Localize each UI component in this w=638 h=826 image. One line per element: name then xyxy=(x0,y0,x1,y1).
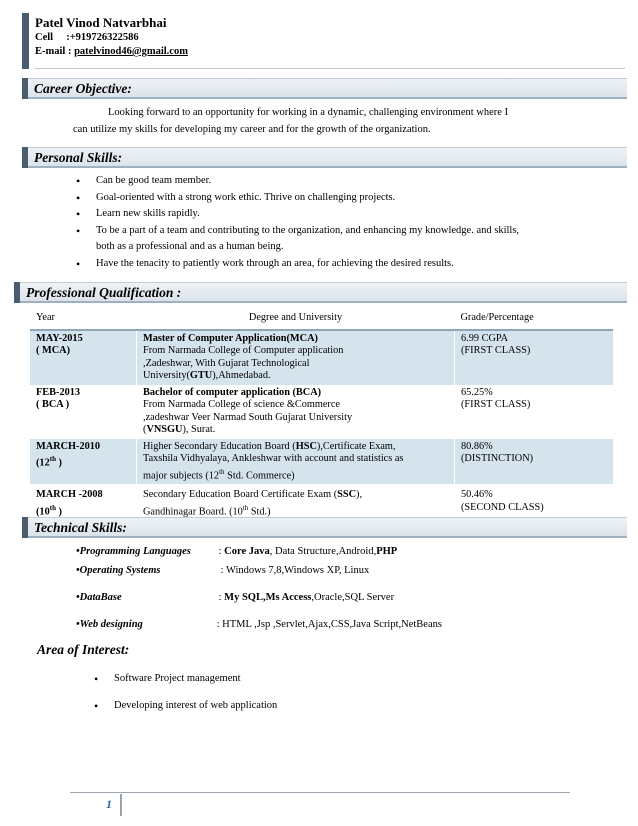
text: University( xyxy=(143,370,190,381)
grade: 80.86% xyxy=(461,440,493,452)
degree-title: Bachelor of computer application (BCA) xyxy=(143,386,322,398)
text: ( xyxy=(143,424,147,435)
table-row xyxy=(30,330,613,385)
degree-line xyxy=(143,441,448,454)
grade-class: (DISTINCTION) xyxy=(461,453,534,464)
superscript: th xyxy=(49,503,56,512)
col-grade: Grade/Percentage xyxy=(455,308,614,330)
skill-label: •Programming Languages xyxy=(76,546,191,557)
career-line-1: Looking forward to an opportunity for working in a dynamic, challenging environment where I xyxy=(108,107,509,118)
skill-highlight: Ms Access xyxy=(265,592,312,603)
degree-line: From Narmada College of Computer application xyxy=(143,345,344,356)
degree-line xyxy=(143,466,448,483)
superscript: th xyxy=(242,503,249,512)
qualification-section xyxy=(14,282,627,303)
list-item: • Developing interest of web application xyxy=(94,698,277,715)
year-sub xyxy=(36,453,130,470)
cell-value: :+919726322586 xyxy=(66,32,139,43)
skill-highlight: Core Java xyxy=(224,546,270,557)
header-rule xyxy=(35,68,625,69)
list-item: • Software Project management xyxy=(94,671,241,688)
skill-highlight: PHP xyxy=(376,546,398,557)
personal-skills-title: Personal Skills: xyxy=(34,150,123,165)
year-sub: ( BCA ) xyxy=(36,399,70,410)
list-item: • Can be good team member. xyxy=(76,173,519,190)
skill-programming xyxy=(76,545,397,559)
degree-line xyxy=(143,370,448,383)
candidate-name: Patel Vinod Natvarbhai xyxy=(35,15,167,30)
technical-skills-section xyxy=(22,517,627,538)
career-objective-section xyxy=(22,78,627,99)
text: ) xyxy=(55,457,62,469)
board-abbr: SSC xyxy=(337,489,357,501)
table-row xyxy=(30,385,613,439)
text: ),Certificate Exam, xyxy=(316,440,396,452)
separator: : xyxy=(216,546,225,557)
degree-line: From Narmada College of science &Commerce xyxy=(143,399,341,410)
header-block xyxy=(35,14,188,59)
degree-title: Master of Computer Application(MCA) xyxy=(143,332,318,344)
grade-class: (SECOND CLASS) xyxy=(461,501,544,513)
grade: 50.46% xyxy=(461,489,493,501)
text: (10 xyxy=(36,506,50,518)
year-sub: ( MCA) xyxy=(36,345,71,356)
personal-skills-list-end xyxy=(76,256,454,273)
degree-line: ,Zadeshwar, With Gujarat Technological xyxy=(143,357,310,369)
text: major subjects (12 xyxy=(143,469,220,481)
col-year: Year xyxy=(30,308,137,330)
list-item-continuation: both as a professional and as a human being. xyxy=(96,241,284,252)
text: Std. Commerce) xyxy=(224,469,295,481)
skill-value: : Windows 7,8,Windows XP, Linux xyxy=(218,565,370,576)
skill-value: ,Oracle,SQL Server xyxy=(311,592,395,603)
email-line xyxy=(35,45,188,59)
skill-web xyxy=(76,618,442,632)
skill-highlight: My SQL xyxy=(224,592,263,603)
cell-label: Cell xyxy=(35,32,54,43)
text: ), xyxy=(356,489,363,501)
text: Gandhinagar Board. (10 xyxy=(143,506,243,518)
degree-line xyxy=(143,424,448,437)
grade-class: (FIRST CLASS) xyxy=(461,399,531,410)
email-link[interactable]: patelvinod46@gmail.com xyxy=(74,46,188,57)
text: ), Surat. xyxy=(182,424,216,435)
list-item: • Have the tenacity to patiently work through an area, for achieving the desired results. xyxy=(76,256,454,273)
grade-class: (FIRST CLASS) xyxy=(461,345,531,356)
skill-label: •Operating Systems xyxy=(76,565,161,576)
year: MARCH -2008 xyxy=(36,489,103,501)
year: MARCH-2010 xyxy=(36,440,101,452)
qualification-table xyxy=(30,308,613,521)
table-header-row xyxy=(30,308,613,330)
text: Higher Secondary Education Board ( xyxy=(143,440,296,452)
superscript: th xyxy=(49,455,56,463)
superscript: th xyxy=(219,467,225,476)
technical-skills-title: Technical Skills: xyxy=(34,520,127,535)
career-line-2: can utilize my skills for developing my career and for the growth of the organization. xyxy=(73,124,431,135)
text: Secondary Education Board Certificate Exam ( xyxy=(143,489,338,501)
skill-os xyxy=(76,564,369,578)
text: (12 xyxy=(36,457,50,469)
skill-label: •DataBase xyxy=(76,592,122,603)
text: ),Ahmedabad. xyxy=(212,370,271,381)
list-item: • Learn new skills rapidly. xyxy=(76,206,519,223)
skill-database xyxy=(76,591,394,605)
skill-value: : HTML ,Jsp ,Servlet,Ajax,CSS,Java Script,NetBeans xyxy=(214,619,442,630)
separator: : xyxy=(216,592,225,603)
personal-skills-section xyxy=(22,147,627,168)
year: FEB-2013 xyxy=(36,386,81,398)
university-abbr: GTU xyxy=(189,370,213,381)
university-abbr: VNSGU xyxy=(146,424,183,435)
board-abbr: HSC xyxy=(295,440,317,452)
career-objective-title: Career Objective: xyxy=(34,81,132,96)
degree-line xyxy=(143,489,448,502)
email-label: E-mail : xyxy=(35,46,72,57)
skill-label: •Web designing xyxy=(76,619,143,630)
table-row xyxy=(30,439,613,485)
interest-list xyxy=(94,671,241,688)
qualification-title: Professional Qualification : xyxy=(26,285,182,300)
grade: 6.99 CGPA xyxy=(461,332,509,344)
page-number: 1 xyxy=(106,797,112,811)
skill-value: , Data Structure,Android, xyxy=(269,546,377,557)
area-of-interest-title: Area of Interest: xyxy=(37,642,130,657)
personal-skills-list xyxy=(76,173,519,239)
text: ) xyxy=(55,506,62,518)
separator: , xyxy=(262,592,266,603)
grade: 65.25% xyxy=(461,386,493,398)
year: MAY-2015 xyxy=(36,332,83,344)
footer-divider xyxy=(120,794,122,816)
text: Std.) xyxy=(248,506,271,518)
degree-line: ,zadeshwar Veer Narmad South Gujarat University xyxy=(143,411,353,423)
header-accent-bar xyxy=(22,13,29,69)
list-item: • To be a part of a team and contributing to the organization, and enhancing my knowledge. and skills, xyxy=(76,223,519,240)
cell-line xyxy=(35,31,188,45)
interest-list xyxy=(94,698,277,715)
col-degree: Degree and University xyxy=(137,308,455,330)
list-item: • Goal-oriented with a strong work ethic. Thrive on challenging projects. xyxy=(76,190,519,207)
degree-line: Taxshila Vidhyalaya, Ankleshwar with account and statistics as xyxy=(143,453,404,464)
footer-rule xyxy=(70,792,570,793)
table-row xyxy=(30,484,613,520)
